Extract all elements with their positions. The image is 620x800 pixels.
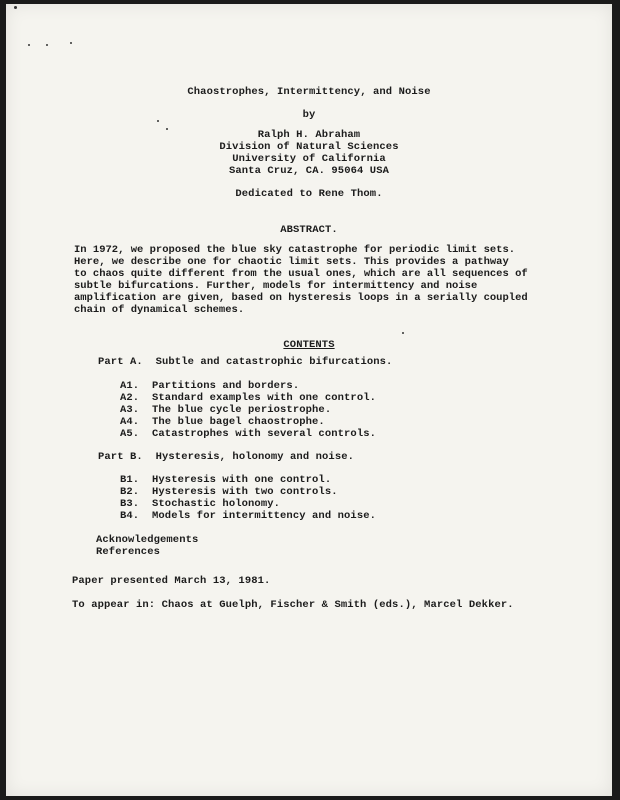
part-b-title: Part B. Hysteresis, holonomy and noise. [98,451,355,463]
speck-mark [402,332,404,334]
document-title: Chaostrophes, Intermittency, and Noise [187,86,431,98]
contents-item: A3. The blue cycle periostrophe. [120,404,332,416]
contents-heading: CONTENTS [283,339,335,351]
abstract-line: to chaos quite different from the usual ones, which are all sequences of [74,268,528,280]
speck-mark [70,42,72,44]
abstract-line: Here, we describe one for chaotic limit sets. This provides a pathway [74,256,509,268]
contents-item: B1. Hysteresis with one control. [120,474,332,486]
abstract-line: subtle bifurcations. Further, models for intermittency and noise [74,280,478,292]
contents-item: A5. Catastrophes with several controls. [120,428,377,440]
document-page [6,4,612,796]
part-a-title: Part A. Subtle and catastrophic bifurcations. [98,356,393,368]
abstract-heading: ABSTRACT. [280,224,338,236]
contents-item: B3. Stochastic holonomy. [120,498,281,510]
author-name: Ralph H. Abraham [257,129,361,141]
affiliation-line: Santa Cruz, CA. 95064 USA [228,165,390,177]
abstract-line: In 1972, we proposed the blue sky catastrophe for periodic limit sets. [74,244,516,256]
contents-item: A4. The blue bagel chaostrophe. [120,416,325,428]
to-appear-note: To appear in: Chaos at Guelph, Fischer & Smith (eds.), Marcel Dekker. [72,599,514,611]
presented-note: Paper presented March 13, 1981. [72,575,271,587]
contents-item: B4. Models for intermittency and noise. [120,510,377,522]
speck-mark [28,44,30,46]
speck-mark [14,6,17,9]
contents-item: A1. Partitions and borders. [120,380,300,392]
dedication: Dedicated to Rene Thom. [235,188,383,200]
abstract-line: chain of dynamical schemes. [74,304,245,316]
affiliation-line: Division of Natural Sciences [219,141,399,153]
affiliation-line: University of California [232,153,386,165]
abstract-line: amplification are given, based on hysteresis loops in a serially coupled [74,292,528,304]
contents-item: A2. Standard examples with one control. [120,392,377,404]
speck-mark [46,44,48,46]
back-matter-item: References [96,546,161,558]
contents-item: B2. Hysteresis with two controls. [120,486,338,498]
by-line: by [302,109,316,121]
back-matter-item: Acknowledgements [96,534,199,546]
